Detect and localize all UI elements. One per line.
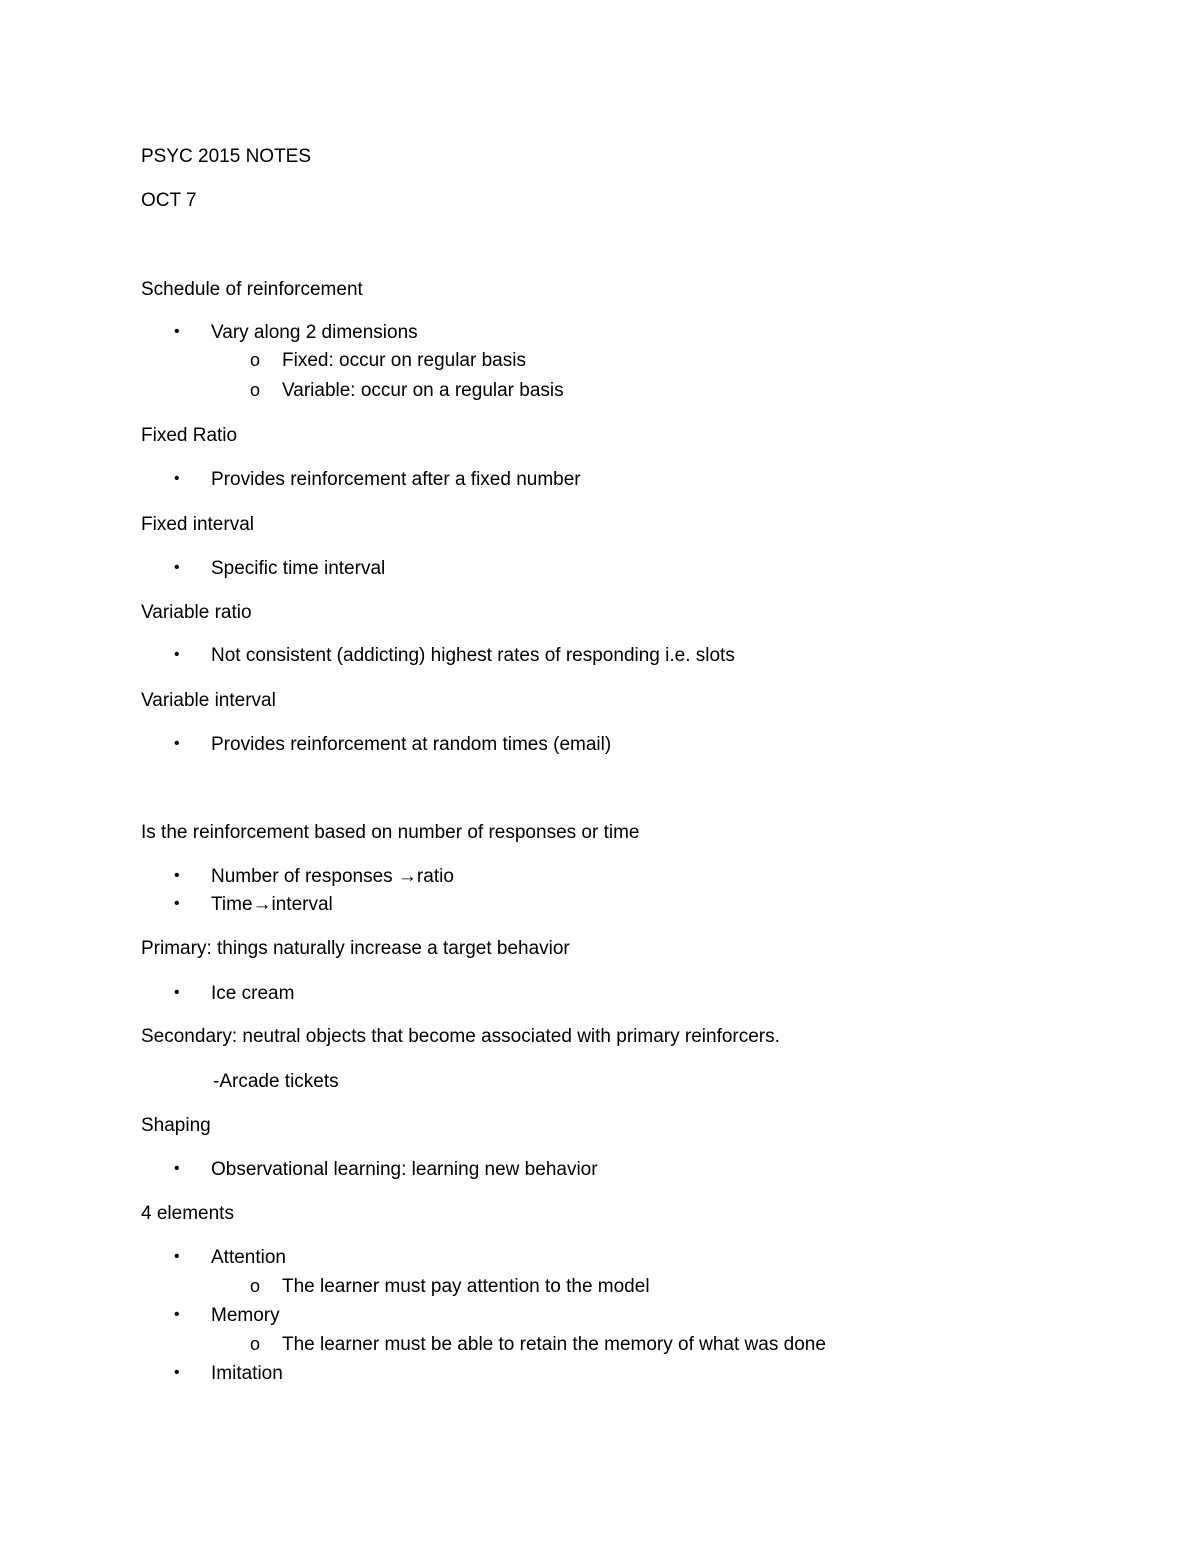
date-line: OCT 7: [141, 190, 197, 211]
section-heading: Shaping: [141, 1115, 211, 1136]
bullet-icon: •: [174, 1160, 180, 1177]
list-item: Observational learning: learning new behavior: [211, 1159, 598, 1180]
list-item: Vary along 2 dimensions: [211, 322, 418, 343]
list-item: Specific time interval: [211, 558, 386, 579]
bullet-icon: •: [174, 735, 180, 752]
section-heading: Fixed Ratio: [141, 425, 238, 446]
sub-list-item: Variable: occur on a regular basis: [282, 380, 564, 401]
sub-list-item: Fixed: occur on regular basis: [282, 350, 526, 371]
bullet-icon: •: [174, 323, 180, 340]
sub-bullet-icon: o: [250, 1276, 261, 1296]
list-item: Memory: [211, 1305, 280, 1326]
bullet-icon: •: [174, 867, 180, 884]
bullet-icon: •: [174, 895, 180, 912]
bullet-icon: •: [174, 984, 180, 1001]
question-line: Is the reinforcement based on number of responses or time: [141, 822, 640, 843]
bullet-icon: •: [174, 1364, 180, 1381]
list-item: Attention: [211, 1247, 286, 1268]
list-item: Number of responses →ratio: [211, 866, 454, 887]
sub-list-item: The learner must pay attention to the model: [282, 1276, 650, 1297]
example-line: -Arcade tickets: [213, 1071, 339, 1092]
definition-line: Secondary: neutral objects that become associated with primary reinforcers.: [141, 1026, 780, 1047]
list-item: Not consistent (addicting) highest rates of responding i.e. slots: [211, 645, 735, 666]
page-title: PSYC 2015 NOTES: [141, 146, 312, 167]
bullet-icon: •: [174, 470, 180, 487]
sub-bullet-icon: o: [250, 350, 261, 370]
list-item: Provides reinforcement after a fixed number: [211, 469, 581, 490]
sub-list-item: The learner must be able to retain the memory of what was done: [282, 1334, 826, 1355]
section-heading: Variable interval: [141, 690, 276, 711]
section-heading: Fixed interval: [141, 514, 254, 535]
section-heading: Variable ratio: [141, 602, 252, 623]
list-item: Provides reinforcement at random times (email): [211, 734, 612, 755]
list-item: Time→interval: [211, 894, 333, 915]
section-heading: 4 elements: [141, 1203, 234, 1224]
sub-bullet-icon: o: [250, 1334, 261, 1354]
bullet-icon: •: [174, 1306, 180, 1323]
section-heading: Schedule of reinforcement: [141, 279, 363, 300]
list-item: Imitation: [211, 1363, 283, 1384]
bullet-icon: •: [174, 1248, 180, 1265]
definition-line: Primary: things naturally increase a target behavior: [141, 938, 570, 959]
list-item: Ice cream: [211, 983, 295, 1004]
sub-bullet-icon: o: [250, 380, 261, 400]
bullet-icon: •: [174, 646, 180, 663]
bullet-icon: •: [174, 559, 180, 576]
